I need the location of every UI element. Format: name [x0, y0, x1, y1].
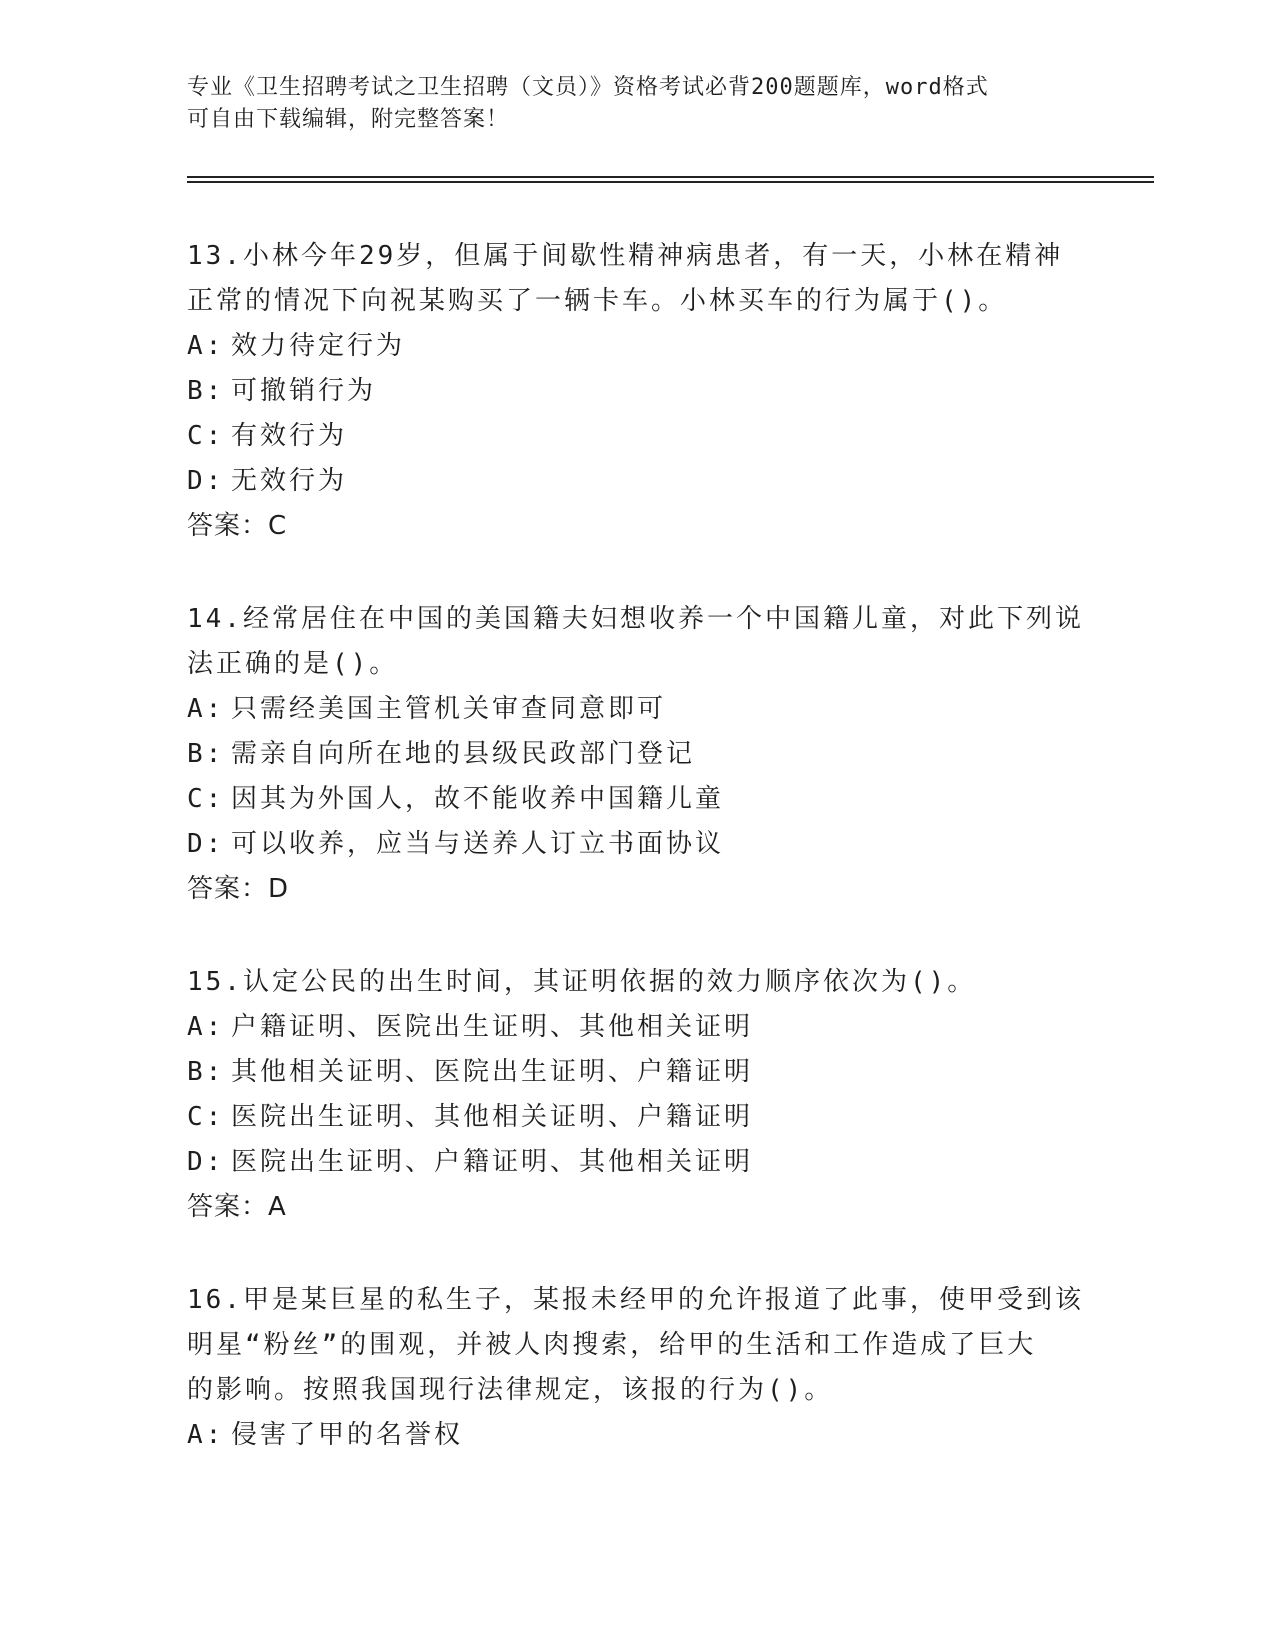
option-key: C:: [187, 1102, 225, 1132]
option-a: [187, 687, 1087, 732]
option-key: A:: [187, 331, 225, 361]
question-stem-line: 明星“粉丝”的围观，并被人肉搜索，给甲的生活和工作造成了巨大: [187, 1330, 1037, 1360]
option-key: B:: [187, 376, 225, 406]
option-a: [187, 1005, 1087, 1050]
option-text: 无效行为: [231, 466, 348, 496]
option-d: [187, 822, 1087, 867]
option-a: [187, 324, 1087, 369]
question-stem-line: 14.经常居住在中国的美国籍夫妇想收养一个中国籍儿童，对此下列说: [187, 604, 1084, 634]
option-text: 可以收养，应当与送养人订立书面协议: [231, 829, 725, 859]
option-key: D:: [187, 466, 225, 496]
question-stem-line: 16.甲是某巨星的私生子，某报未经甲的允许报道了此事，使甲受到该: [187, 1285, 1084, 1315]
option-b: [187, 369, 1087, 414]
header-line-2: 可自由下载编辑，附完整答案！: [187, 107, 510, 132]
question-stem-line: 15.认定公民的出生时间，其证明依据的效力顺序依次为()。: [187, 967, 977, 997]
answer: 答案：D: [187, 874, 290, 904]
option-b: [187, 1050, 1087, 1095]
option-text: 有效行为: [231, 421, 348, 451]
option-b: [187, 732, 1087, 777]
option-text: 其他相关证明、医院出生证明、户籍证明: [231, 1057, 754, 1087]
option-key: A:: [187, 1420, 225, 1450]
option-text: 医院出生证明、户籍证明、其他相关证明: [231, 1147, 754, 1177]
question-16: [187, 1278, 1087, 1458]
question-15: [187, 960, 1087, 1230]
question-stem-line: 13.小林今年29岁，但属于间歇性精神病患者，有一天，小林在精神: [187, 241, 1064, 271]
option-key: B:: [187, 1057, 225, 1087]
option-text: 侵害了甲的名誉权: [231, 1420, 464, 1450]
option-c: [187, 777, 1087, 822]
question-14: [187, 597, 1087, 912]
option-key: A:: [187, 1012, 225, 1042]
question-13: [187, 234, 1087, 549]
question-stem-line: 法正确的是()。: [187, 649, 399, 679]
option-text: 可撤销行为: [231, 376, 377, 406]
answer: 答案：A: [187, 1192, 287, 1222]
option-key: D:: [187, 829, 225, 859]
option-key: D:: [187, 1147, 225, 1177]
option-text: 户籍证明、医院出生证明、其他相关证明: [231, 1012, 754, 1042]
option-key: A:: [187, 694, 225, 724]
option-key: C:: [187, 421, 225, 451]
option-key: B:: [187, 739, 225, 769]
header-line-1: 专业《卫生招聘考试之卫生招聘（文员）》资格考试必背200题题库，word格式: [187, 75, 989, 100]
answer: 答案：C: [187, 511, 288, 541]
document-header: [187, 72, 1067, 136]
option-text: 需亲自向所在地的县级民政部门登记: [231, 739, 696, 769]
option-text: 效力待定行为: [231, 331, 406, 361]
option-c: [187, 1095, 1087, 1140]
option-a: [187, 1413, 1087, 1458]
header-divider-top: [187, 176, 1154, 178]
header-divider-bottom: [187, 181, 1154, 183]
question-stem-line: 正常的情况下向祝某购买了一辆卡车。小林买车的行为属于()。: [187, 286, 1008, 316]
option-key: C:: [187, 784, 225, 814]
option-text: 因其为外国人，故不能收养中国籍儿童: [231, 784, 725, 814]
option-text: 医院出生证明、其他相关证明、户籍证明: [231, 1102, 754, 1132]
option-d: [187, 459, 1087, 504]
option-text: 只需经美国主管机关审查同意即可: [231, 694, 667, 724]
question-stem-line: 的影响。按照我国现行法律规定，该报的行为()。: [187, 1375, 834, 1405]
option-c: [187, 414, 1087, 459]
option-d: [187, 1140, 1087, 1185]
